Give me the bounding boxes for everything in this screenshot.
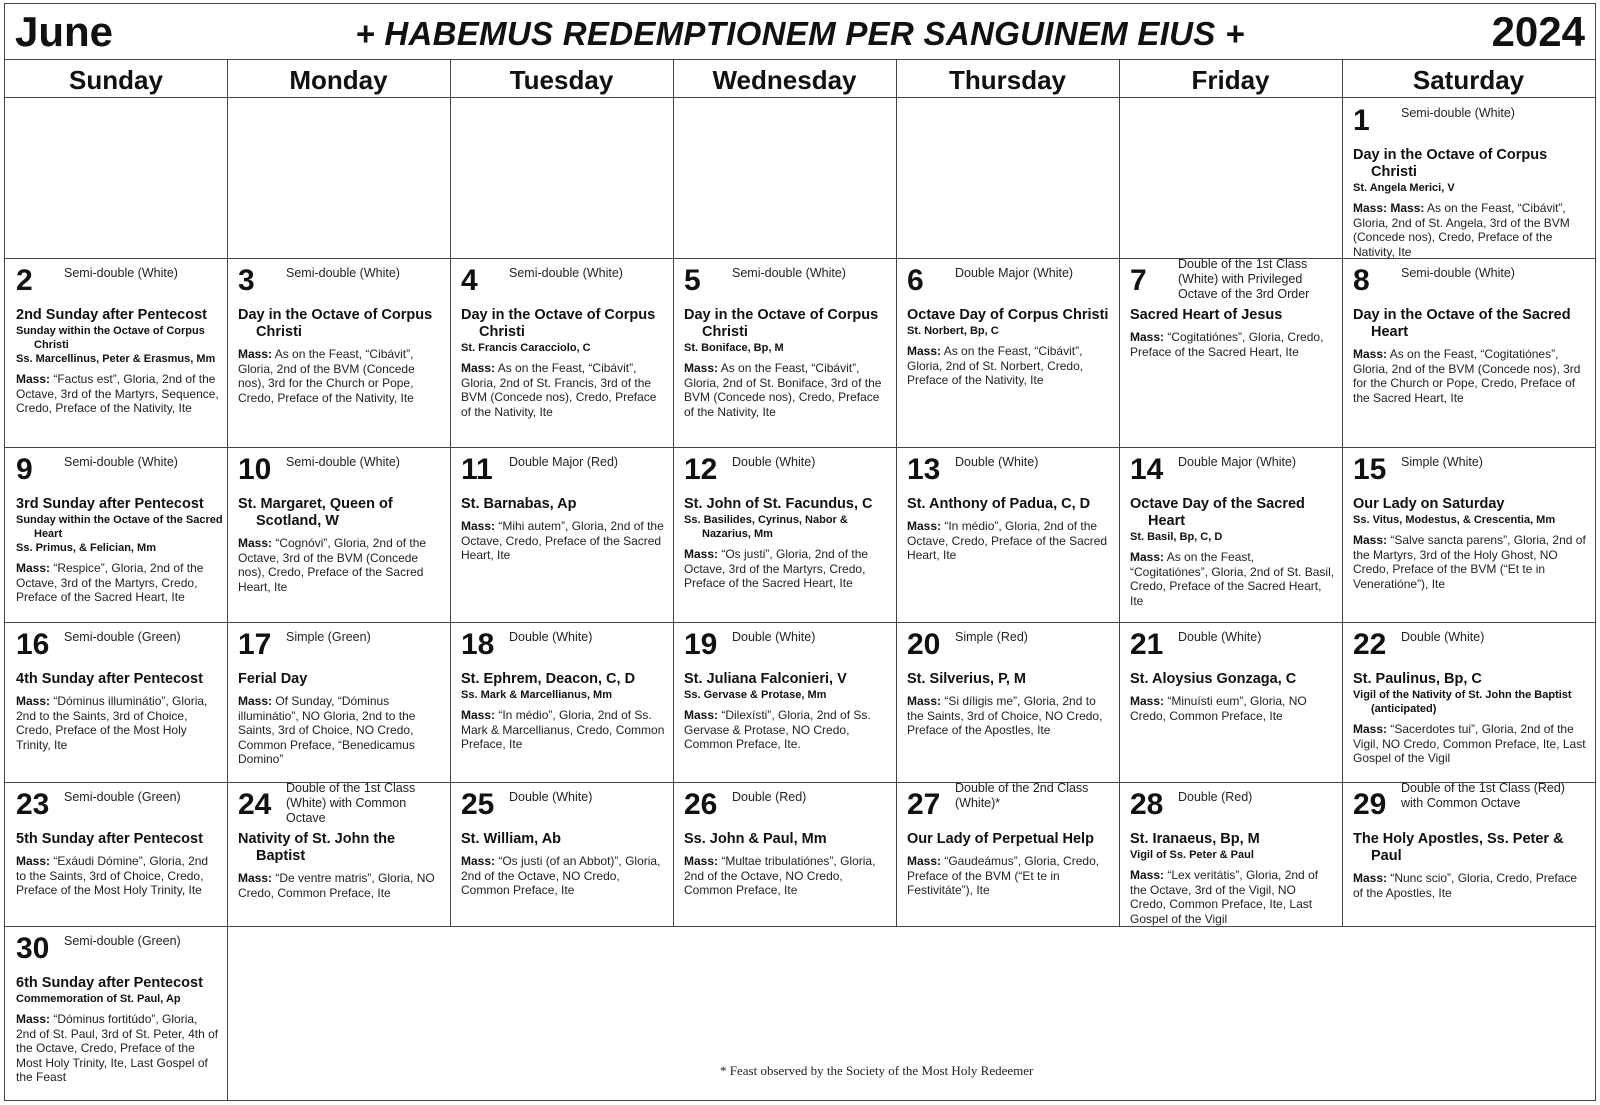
feast-title: 5th Sunday after Pentecost bbox=[16, 831, 203, 847]
day-cell-16[interactable] bbox=[6, 623, 227, 782]
weekday-tuesday: Tuesday bbox=[450, 60, 673, 98]
feast-title: St. Margaret, Queen of Scotland, W bbox=[238, 496, 393, 529]
day-cell-10[interactable] bbox=[228, 448, 450, 622]
mass-propers bbox=[461, 519, 670, 563]
day-cell-header bbox=[238, 448, 447, 494]
day-number: 2 bbox=[16, 264, 33, 297]
mass-propers bbox=[1130, 868, 1339, 926]
mass-label: Mass: bbox=[461, 361, 496, 375]
commemoration: St. Basil, Bp, C, D bbox=[1130, 531, 1223, 543]
day-number: 7 bbox=[1130, 264, 1147, 297]
day-cell-15[interactable] bbox=[1343, 448, 1595, 622]
mass-text: As on the Feast, “Cibávit”, Gloria, 2nd of St. Francis, 3rd of the BVM (Concede nos), Credo, Preface of the Nativity, Ite bbox=[461, 361, 657, 419]
day-number: 9 bbox=[16, 453, 33, 486]
mass-label: Mass: bbox=[16, 694, 51, 708]
feast-title: Our Lady of Perpetual Help bbox=[907, 831, 1094, 847]
day-cell-4[interactable] bbox=[451, 259, 673, 447]
day-number: 26 bbox=[684, 788, 718, 821]
mass-text: “Sacerdotes tui”, Gloria, 2nd of the Vigil, NO Credo, Common Preface, Ite, Last Gospel of the Vigil bbox=[1353, 722, 1586, 766]
mass-propers bbox=[907, 519, 1116, 563]
mass-text: “Si díligis me”, Gloria, 2nd to the Saints, 3rd of Choice, NO Credo, Preface of the Apostles, Ite bbox=[907, 694, 1103, 738]
feast-title: St. Barnabas, Ap bbox=[461, 496, 577, 512]
mass-text: “Nunc scio”, Gloria, Credo, Preface of the Apostles, Ite bbox=[1353, 871, 1578, 900]
liturgical-rank: Double Major (White) bbox=[1178, 455, 1297, 469]
day-cell-header bbox=[1130, 259, 1339, 305]
day-cell-header bbox=[1353, 448, 1592, 494]
mass-propers bbox=[1353, 722, 1592, 766]
feast-title: St. Silverius, P, M bbox=[907, 671, 1027, 687]
mass-text: As on the Feast, “Cibávit”, Gloria, 2nd of St. Boniface, 3rd of the BVM (Concede nos), Credo, Preface of the Nativity, Ite bbox=[684, 361, 882, 419]
day-cell-header bbox=[16, 259, 224, 305]
day-cell-14[interactable] bbox=[1120, 448, 1342, 622]
liturgical-rank: Double of the 1st Class (Red) with Common Octave bbox=[1401, 783, 1565, 810]
mass-label: Mass: bbox=[907, 519, 942, 533]
day-cell-header bbox=[907, 623, 1116, 669]
day-cell-header bbox=[16, 927, 224, 973]
commemoration: Sunday within the Octave of the Sacred Heart bbox=[16, 514, 223, 540]
day-cell-header bbox=[1130, 783, 1339, 829]
calendar-header bbox=[5, 4, 1595, 60]
mass-label: Mass: bbox=[684, 708, 719, 722]
liturgical-rank: Semi-double (Green) bbox=[64, 630, 181, 644]
day-cell-header bbox=[461, 783, 670, 829]
weekday-monday: Monday bbox=[227, 60, 450, 98]
mass-propers bbox=[238, 347, 447, 405]
feast-title: 6th Sunday after Pentecost bbox=[16, 975, 203, 991]
day-number: 1 bbox=[1353, 104, 1370, 137]
mass-label: Mass: bbox=[684, 547, 719, 561]
mass-label: Mass: bbox=[1353, 871, 1388, 885]
day-number: 27 bbox=[907, 788, 941, 821]
mass-text: As on the Feast, “Cibávit”, Gloria, 2nd of St. Angela, 3rd of the BVM (Concede nos), Credo, Preface of the Nativity, Ite bbox=[1353, 201, 1570, 258]
liturgical-rank: Semi-double (White) bbox=[64, 455, 178, 469]
day-cell-28[interactable] bbox=[1120, 783, 1342, 926]
feast-title: St. Juliana Falconieri, V bbox=[684, 671, 847, 687]
day-number: 21 bbox=[1130, 628, 1164, 661]
day-number: 23 bbox=[16, 788, 50, 821]
mass-propers bbox=[684, 547, 893, 591]
mass-text: “Mihi autem”, Gloria, 2nd of the Octave, Credo, Preface of the Sacred Heart, Ite bbox=[461, 519, 664, 563]
day-number: 3 bbox=[238, 264, 255, 297]
commemoration: Ss. Mark & Marcellianus, Mm bbox=[461, 689, 612, 701]
commemoration: St. Norbert, Bp, C bbox=[907, 325, 999, 337]
mass-label: Mass: bbox=[907, 854, 942, 868]
day-cell-29[interactable] bbox=[1343, 783, 1595, 926]
liturgical-rank: Semi-double (White) bbox=[732, 266, 846, 280]
liturgical-rank: Double of the 2nd Class (White)* bbox=[955, 783, 1089, 810]
mass-text: As on the Feast, “Cogitatiónes”, Gloria, 2nd of St. Basil, Credo, Preface of the Sacred Heart, Ite bbox=[1130, 550, 1335, 608]
commemoration: Ss. Basilides, Cyrinus, Nabor & Nazarius, Mm bbox=[684, 514, 848, 540]
mass-text: “Dóminus fortitúdo”, Gloria, 2nd of St. Paul, 3rd of St. Peter, 4th of the Octave, Credo, Preface of the Most Holy Trinity, Ite, Last Gospel of the Feast bbox=[16, 1012, 219, 1085]
mass-label: Mass: bbox=[1130, 694, 1165, 708]
feast-title: Day in the Octave of Corpus Christi bbox=[684, 307, 879, 340]
mass-propers bbox=[684, 708, 893, 752]
mass-text: As on the Feast, “Cibávit”, Gloria, 2nd of the BVM (Concede nos), 3rd for the Church or Pope, Credo, Preface of the Nativity, Ite bbox=[238, 347, 415, 405]
commemoration: Ss. Vitus, Modestus, & Crescentia, Mm bbox=[1353, 514, 1556, 526]
commemoration: St. Angela Merici, V bbox=[1353, 182, 1455, 194]
mass-propers bbox=[16, 1012, 224, 1085]
day-cell-header bbox=[461, 623, 670, 669]
mass-propers bbox=[1353, 533, 1592, 591]
day-number: 25 bbox=[461, 788, 495, 821]
liturgical-rank: Double (Red) bbox=[732, 790, 807, 804]
mass-label: Mass: bbox=[1353, 347, 1388, 361]
liturgical-rank: Double (White) bbox=[509, 790, 593, 804]
day-cell-17[interactable] bbox=[228, 623, 450, 782]
mass-text: As on the Feast, “Cibávit”, Gloria, 2nd of St. Norbert, Credo, Preface of the Nativity, Ite bbox=[907, 344, 1084, 388]
day-cell-header bbox=[16, 623, 224, 669]
day-number: 17 bbox=[238, 628, 272, 661]
day-number: 16 bbox=[16, 628, 50, 661]
day-cell-header bbox=[1353, 783, 1592, 829]
mass-text: “Gaudeámus”, Gloria, Credo, Preface of the BVM (“Et te in Festivitáte”), Ite bbox=[907, 854, 1100, 898]
day-number: 13 bbox=[907, 453, 941, 486]
mass-label: Mass: bbox=[1353, 533, 1388, 547]
day-number: 11 bbox=[461, 453, 493, 486]
mass-propers bbox=[684, 361, 893, 419]
day-number: 19 bbox=[684, 628, 718, 661]
footnote: * Feast observed by the Society of the Most Holy Redeemer bbox=[720, 1063, 1034, 1078]
liturgical-rank: Semi-double (White) bbox=[286, 266, 400, 280]
day-cell-header bbox=[907, 783, 1116, 829]
day-number: 10 bbox=[238, 453, 272, 486]
mass-propers bbox=[16, 854, 224, 898]
liturgical-rank: Double (Red) bbox=[1178, 790, 1253, 804]
day-cell-header bbox=[1353, 623, 1592, 669]
day-number: 28 bbox=[1130, 788, 1164, 821]
commemoration: Ss. Primus, & Felician, Mm bbox=[16, 542, 156, 554]
mass-text: “Cognóvi”, Gloria, 2nd of the Octave, 3rd of the BVM (Concede nos), Credo, Preface of the Sacred Heart, Ite bbox=[238, 536, 427, 594]
feast-title: St. William, Ab bbox=[461, 831, 562, 847]
mass-label: Mass: bbox=[1353, 722, 1388, 736]
day-cell-20[interactable] bbox=[897, 623, 1119, 782]
weekday-saturday: Saturday bbox=[1342, 60, 1595, 98]
mass-text: “Multae tribulatiónes”, Gloria, 2nd of the Octave, NO Credo, Common Preface, Ite bbox=[684, 854, 876, 898]
liturgical-rank: Double of the 1st Class (White) with Common Octave bbox=[286, 783, 416, 825]
mass-propers bbox=[238, 694, 447, 767]
feast-title: 3rd Sunday after Pentecost bbox=[16, 496, 204, 512]
mass-label: Mass: bbox=[238, 347, 273, 361]
day-cell-5[interactable] bbox=[674, 259, 896, 447]
feast-title: 2nd Sunday after Pentecost bbox=[16, 307, 207, 323]
mass-text: “Cogitatiónes”, Gloria, Credo, Preface of the Sacred Heart, Ite bbox=[1130, 330, 1324, 359]
liturgical-rank: Double Major (Red) bbox=[509, 455, 619, 469]
feast-title: Day in the Octave of Corpus Christi bbox=[1353, 147, 1548, 180]
mass-label: Mass: bbox=[907, 344, 942, 358]
day-cell-22[interactable] bbox=[1343, 623, 1595, 782]
feast-title: Day in the Octave of Corpus Christi bbox=[461, 307, 656, 340]
feast-title: St. Ephrem, Deacon, C, D bbox=[461, 671, 636, 687]
day-number: 8 bbox=[1353, 264, 1370, 297]
feast-title: Day in the Octave of the Sacred Heart bbox=[1353, 307, 1571, 340]
commemoration: St. Francis Caracciolo, C bbox=[461, 342, 591, 354]
liturgical-rank: Semi-double (White) bbox=[509, 266, 623, 280]
day-cell-header bbox=[907, 259, 1116, 305]
mass-propers bbox=[16, 372, 224, 416]
feast-title: St. Anthony of Padua, C, D bbox=[907, 496, 1091, 512]
day-cell-header bbox=[238, 783, 447, 829]
mass-propers bbox=[1353, 347, 1592, 405]
feast-title: Ss. John & Paul, Mm bbox=[684, 831, 827, 847]
day-cell-9[interactable] bbox=[6, 448, 227, 622]
mass-propers bbox=[461, 708, 670, 752]
day-cell-header bbox=[1353, 99, 1592, 145]
calendar bbox=[4, 3, 1596, 1101]
mass-text: “In médio”, Gloria, 2nd of the Octave, Credo, Preface of the Sacred Heart, Ite bbox=[907, 519, 1108, 563]
day-cell-19[interactable] bbox=[674, 623, 896, 782]
day-number: 5 bbox=[684, 264, 701, 297]
mass-propers bbox=[907, 854, 1116, 898]
day-cell-header bbox=[461, 259, 670, 305]
mass-propers bbox=[238, 871, 447, 900]
mass-label: Mass: bbox=[461, 854, 496, 868]
day-cell-header bbox=[16, 783, 224, 829]
mass-propers bbox=[907, 344, 1116, 388]
liturgical-rank: Semi-double (White) bbox=[286, 455, 400, 469]
liturgical-rank: Double (White) bbox=[732, 455, 816, 469]
day-number: 6 bbox=[907, 264, 924, 297]
mass-text: As on the Feast, “Cogitatiónes”, Gloria, 2nd of the BVM (Concede nos), 3rd for the Church or Pope, Credo, Preface of the Sacred Heart, Ite bbox=[1353, 347, 1581, 405]
liturgical-rank: Double (White) bbox=[1401, 630, 1485, 644]
feast-title: St. Iranaeus, Bp, M bbox=[1130, 831, 1260, 847]
mass-label: Mass: bbox=[1130, 330, 1165, 344]
mass-label: Mass: bbox=[238, 694, 273, 708]
mass-text: “Lex veritátis”, Gloria, 2nd of the Octave, 3rd of the Vigil, NO Credo, Common Preface, Ite, Last Gospel of the Vigil bbox=[1130, 868, 1319, 926]
commemoration: Commemoration of St. Paul, Ap bbox=[16, 993, 181, 1005]
day-number: 30 bbox=[16, 932, 50, 965]
commemoration: Ss. Marcellinus, Peter & Erasmus, Mm bbox=[16, 353, 216, 365]
mass-propers bbox=[16, 561, 224, 605]
feast-title: Nativity of St. John the Baptist bbox=[238, 831, 396, 864]
liturgical-rank: Semi-double (White) bbox=[1401, 266, 1515, 280]
day-cell-header bbox=[684, 783, 893, 829]
mass-label: Mass: bbox=[16, 372, 51, 386]
feast-title: St. John of St. Facundus, C bbox=[684, 496, 873, 512]
mass-text: “Os justi (of an Abbot)”, Gloria, 2nd of the Octave, NO Credo, Common Preface, Ite bbox=[461, 854, 661, 898]
feast-title: Octave Day of Corpus Christi bbox=[907, 307, 1109, 323]
commemoration: Vigil of the Nativity of St. John the Baptist (anticipated) bbox=[1353, 689, 1572, 715]
mass-label: Mass: bbox=[461, 519, 496, 533]
day-cell-header bbox=[1130, 623, 1339, 669]
day-cell-header bbox=[684, 448, 893, 494]
month-label: June bbox=[15, 8, 114, 55]
mass-label: Mass: bbox=[461, 708, 496, 722]
mass-text: “Exáudi Dómine”, Gloria, 2nd to the Saints, 3rd of Choice, Credo, Preface of the Most Holy Trinity, Ite bbox=[16, 854, 209, 898]
weekday-thursday: Thursday bbox=[896, 60, 1119, 98]
mass-text: “In médio”, Gloria, 2nd of Ss. Mark & Marcellianus, Credo, Common Preface, Ite bbox=[461, 708, 665, 752]
commemoration: Vigil of Ss. Peter & Paul bbox=[1130, 849, 1254, 861]
mass-propers bbox=[461, 854, 670, 898]
mass-propers bbox=[1130, 330, 1339, 359]
liturgical-rank: Semi-double (White) bbox=[64, 266, 178, 280]
mass-propers bbox=[1130, 550, 1339, 608]
mass-label: Mass: bbox=[1130, 868, 1165, 882]
commemoration: Sunday within the Octave of Corpus Christi bbox=[16, 325, 205, 351]
mass-text: “Dóminus illuminátio”, Gloria, 2nd to the Saints, 3rd of Choice, Credo, Preface of the Most Holy Trinity, Ite bbox=[16, 694, 208, 752]
day-cell-11[interactable] bbox=[451, 448, 673, 622]
liturgical-rank: Semi-double (Green) bbox=[64, 934, 181, 948]
mass-label: Mass: bbox=[238, 536, 273, 550]
day-cell-header bbox=[684, 259, 893, 305]
mass-text: “Minuísti eum”, Gloria, NO Credo, Common Preface, Ite bbox=[1130, 694, 1307, 723]
feast-title: St. Paulinus, Bp, C bbox=[1353, 671, 1482, 687]
mass-label: Mass: bbox=[16, 1012, 51, 1026]
feast-title: 4th Sunday after Pentecost bbox=[16, 671, 203, 687]
liturgical-rank: Double Major (White) bbox=[955, 266, 1074, 280]
feast-title: Ferial Day bbox=[238, 671, 308, 687]
weekday-sunday: Sunday bbox=[5, 60, 227, 98]
mass-propers bbox=[1130, 694, 1339, 723]
weekday-wednesday: Wednesday bbox=[673, 60, 896, 98]
mass-label: Mass: bbox=[16, 854, 51, 868]
calendar-motto: + HABEMUS REDEMPTIONEM PER SANGUINEM EIUS + bbox=[355, 15, 1245, 52]
liturgical-rank: Simple (White) bbox=[1401, 455, 1483, 469]
mass-label: Mass: bbox=[907, 694, 942, 708]
feast-title: Octave Day of the Sacred Heart bbox=[1130, 496, 1305, 529]
mass-text: “Salve sancta parens”, Gloria, 2nd of the Martyrs, 3rd of the Holy Ghost, NO Credo, Preface of the BVM (“Et te in Veneratióne”), Ite bbox=[1353, 533, 1586, 591]
day-number: 12 bbox=[684, 453, 718, 486]
day-cell-header bbox=[684, 623, 893, 669]
year-label: 2024 bbox=[1491, 8, 1585, 55]
day-cell-23[interactable] bbox=[6, 783, 227, 926]
day-cell-1[interactable] bbox=[1343, 99, 1595, 258]
day-cell-30[interactable] bbox=[6, 927, 227, 1101]
mass-label: Mass: bbox=[238, 871, 273, 885]
feast-title: The Holy Apostles, Ss. Peter & Paul bbox=[1353, 831, 1564, 864]
day-cell-18[interactable] bbox=[451, 623, 673, 782]
mass-text: “Os justi”, Gloria, 2nd of the Octave, 3rd of the Martyrs, Credo, Preface of the Sacred Heart, Ite bbox=[684, 547, 869, 591]
liturgical-rank: Double of the 1st Class (White) with Privileged Octave of the 3rd Order bbox=[1178, 259, 1310, 301]
liturgical-rank: Double (White) bbox=[509, 630, 593, 644]
mass-text: “De ventre matris”, Gloria, NO Credo, Common Preface, Ite bbox=[238, 871, 435, 900]
mass-label: Mass: bbox=[1130, 550, 1165, 564]
day-cell-header bbox=[1130, 448, 1339, 494]
mass-label: Mass: bbox=[684, 361, 719, 375]
day-cell-3[interactable] bbox=[228, 259, 450, 447]
mass-propers bbox=[238, 536, 447, 594]
day-cell-header bbox=[461, 448, 670, 494]
mass-text: “Respice”, Gloria, 2nd of the Octave, 3rd of the Martyrs, Credo, Preface of the Sacred Heart, Ite bbox=[16, 561, 204, 605]
day-cell-7[interactable] bbox=[1120, 259, 1342, 447]
day-number: 22 bbox=[1353, 628, 1387, 661]
day-cell-2[interactable] bbox=[6, 259, 227, 447]
day-cell-21[interactable] bbox=[1120, 623, 1342, 782]
day-cell-12[interactable] bbox=[674, 448, 896, 622]
day-cell-27[interactable] bbox=[897, 783, 1119, 926]
day-cell-header bbox=[238, 623, 447, 669]
liturgical-rank: Semi-double (Green) bbox=[64, 790, 181, 804]
feast-title: Sacred Heart of Jesus bbox=[1130, 307, 1283, 323]
day-number: 24 bbox=[238, 788, 272, 821]
day-cell-26[interactable] bbox=[674, 783, 896, 926]
day-number: 29 bbox=[1353, 788, 1387, 821]
commemoration: St. Boniface, Bp, M bbox=[684, 342, 784, 354]
day-cell-header bbox=[1353, 259, 1592, 305]
mass-text: “Factus est”, Gloria, 2nd of the Octave, 3rd of the Martyrs, Sequence, Credo, Preface of the Nativity, Ite bbox=[16, 372, 219, 416]
weekday-friday: Friday bbox=[1119, 60, 1342, 98]
mass-label: Mass: bbox=[16, 561, 51, 575]
day-cell-13[interactable] bbox=[897, 448, 1119, 622]
liturgical-rank: Simple (Red) bbox=[955, 630, 1028, 644]
mass-propers bbox=[461, 361, 670, 419]
day-cell-24[interactable] bbox=[228, 783, 450, 926]
day-cell-8[interactable] bbox=[1343, 259, 1595, 447]
mass-propers bbox=[907, 694, 1116, 738]
feast-title: Day in the Octave of Corpus Christi bbox=[238, 307, 433, 340]
day-number: 18 bbox=[461, 628, 495, 661]
feast-title: Our Lady on Saturday bbox=[1353, 496, 1505, 512]
grid-line-horizontal bbox=[5, 926, 1595, 927]
feast-title: St. Aloysius Gonzaga, C bbox=[1130, 671, 1297, 687]
day-cell-6[interactable] bbox=[897, 259, 1119, 447]
mass-propers bbox=[684, 854, 893, 898]
day-cell-header bbox=[16, 448, 224, 494]
commemoration: Ss. Gervase & Protase, Mm bbox=[684, 689, 827, 701]
mass-label: Mass: Mass: bbox=[1353, 201, 1425, 215]
liturgical-rank: Double (White) bbox=[1178, 630, 1262, 644]
mass-propers bbox=[16, 694, 224, 752]
day-number: 15 bbox=[1353, 453, 1387, 486]
mass-text: “Dilexísti”, Gloria, 2nd of Ss. Gervase & Protase, NO Credo, Common Preface, Ite. bbox=[684, 708, 871, 752]
mass-label: Mass: bbox=[684, 854, 719, 868]
day-number: 20 bbox=[907, 628, 941, 661]
day-cell-header bbox=[907, 448, 1116, 494]
day-number: 14 bbox=[1130, 453, 1164, 486]
liturgical-rank: Double (White) bbox=[732, 630, 816, 644]
day-cell-25[interactable] bbox=[451, 783, 673, 926]
day-number: 4 bbox=[461, 264, 478, 297]
mass-text: Of Sunday, “Dóminus illuminátio”, NO Gloria, 2nd to the Saints, 3rd of Choice, NO Credo, Common Preface, “Benedicamus Domino” bbox=[238, 694, 416, 767]
mass-propers bbox=[1353, 871, 1592, 900]
liturgical-rank: Semi-double (White) bbox=[1401, 106, 1515, 120]
liturgical-rank: Simple (Green) bbox=[286, 630, 371, 644]
mass-propers bbox=[1353, 201, 1592, 258]
day-cell-header bbox=[238, 259, 447, 305]
liturgical-rank: Double (White) bbox=[955, 455, 1039, 469]
